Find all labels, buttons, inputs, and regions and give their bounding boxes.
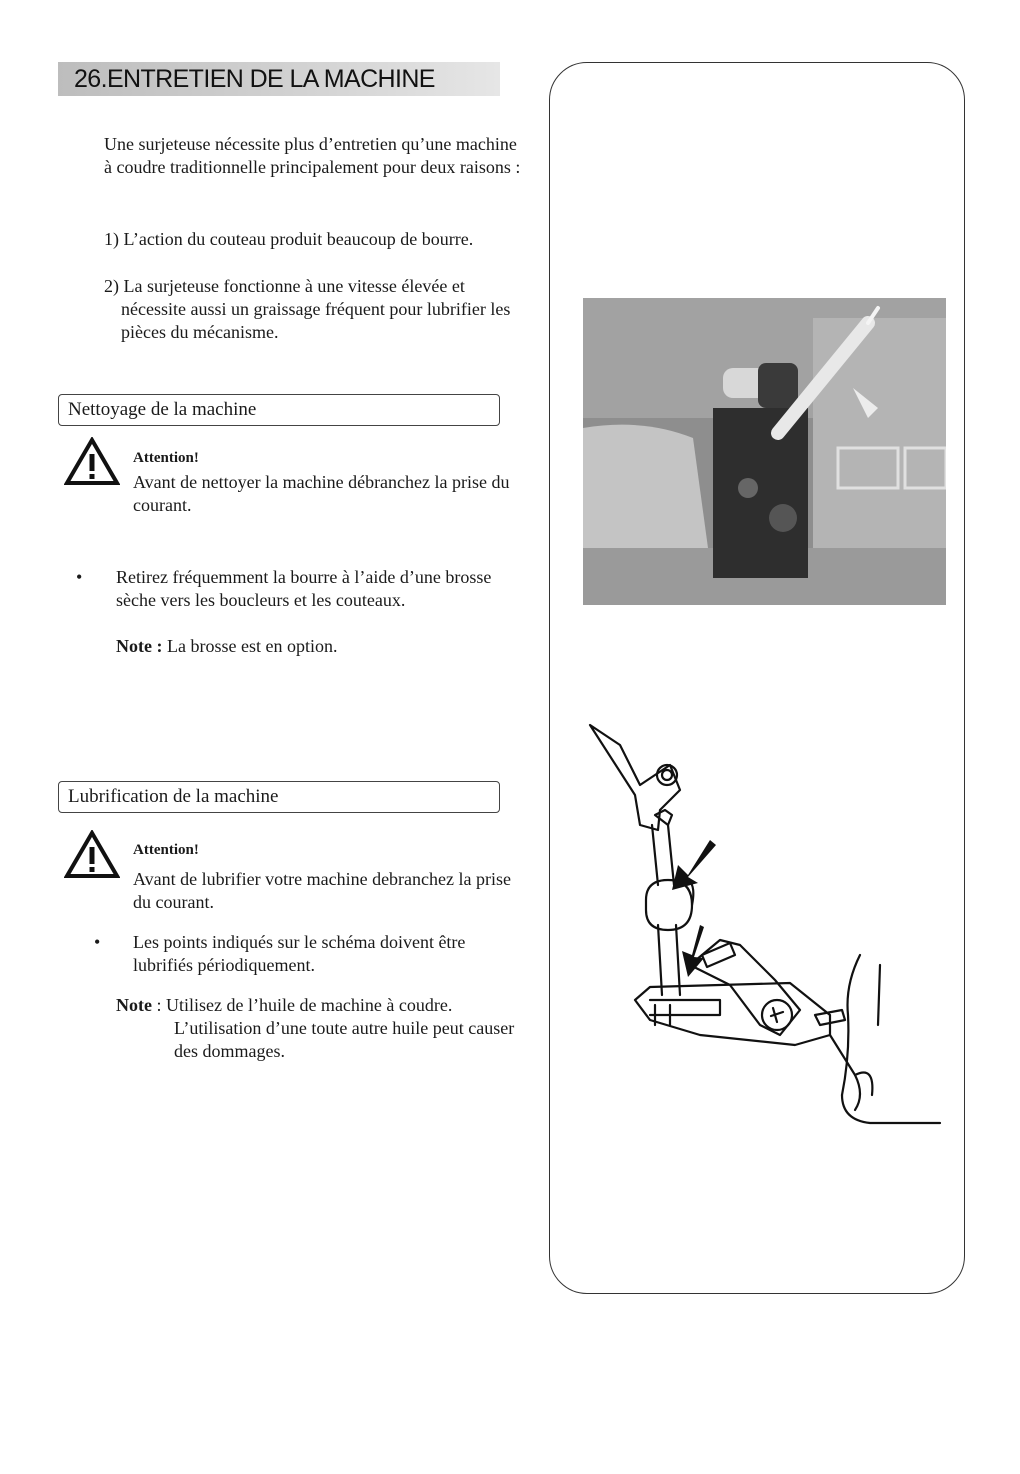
bullet-dot: • bbox=[76, 567, 83, 587]
warning-triangle-icon bbox=[64, 830, 120, 880]
warning-triangle-icon bbox=[64, 437, 120, 487]
bullet-dot: • bbox=[94, 932, 101, 952]
intro-item-2-cont: nécessite aussi un graissage fréquent pour lubrifier les pièces du mécanisme. bbox=[121, 299, 511, 342]
page-title: 26.ENTRETIEN DE LA MACHINE bbox=[74, 65, 435, 93]
cleaning-attention-label: Attention! bbox=[133, 450, 199, 466]
lubrication-attention-text: Avant de lubrifier votre machine debranchez la prise du courant. bbox=[133, 869, 511, 912]
intro-item-2 bbox=[104, 275, 524, 344]
cleaning-note-label: Note : bbox=[116, 636, 163, 656]
lubrication-note-first: : Utilisez de l’huile de machine à coudre. bbox=[156, 995, 453, 1015]
intro-item-1: 1) L’action du couteau produit beaucoup de bourre. bbox=[104, 229, 474, 249]
lubrication-note-label: Note bbox=[116, 995, 152, 1015]
lubrication-note-cont: L’utilisation d’une toute autre huile peut causer des dommages. bbox=[174, 1018, 515, 1061]
cleaning-heading: Nettoyage de la machine bbox=[58, 394, 500, 426]
cleaning-note bbox=[116, 636, 337, 657]
lubrication-attention-label: Attention! bbox=[133, 842, 199, 858]
cleaning-note-text: La brosse est en option. bbox=[166, 636, 338, 656]
section-title-bar bbox=[58, 62, 500, 96]
lubrication-points-diagram bbox=[580, 715, 945, 1130]
intro-paragraph: Une surjeteuse nécessite plus d’entretien qu’une machine à coudre traditionnelle principalement pour deux raisons : bbox=[104, 134, 521, 177]
cleaning-attention-text: Avant de nettoyer la machine débranchez la prise du courant. bbox=[133, 472, 510, 515]
lubrication-bullet: Les points indiqués sur le schéma doivent être lubrifiés périodiquement. bbox=[133, 932, 466, 975]
intro-item-2-first: 2) La surjeteuse fonctionne à une vitesse élevée et bbox=[104, 276, 465, 296]
lubrication-heading: Lubrification de la machine bbox=[58, 781, 500, 813]
cleaning-bullet: Retirez fréquemment la bourre à l’aide d’une brosse sèche vers les boucleurs et les couteaux. bbox=[116, 567, 492, 610]
lubrication-note bbox=[116, 994, 526, 1063]
serger-cleaning-photo bbox=[583, 298, 946, 605]
